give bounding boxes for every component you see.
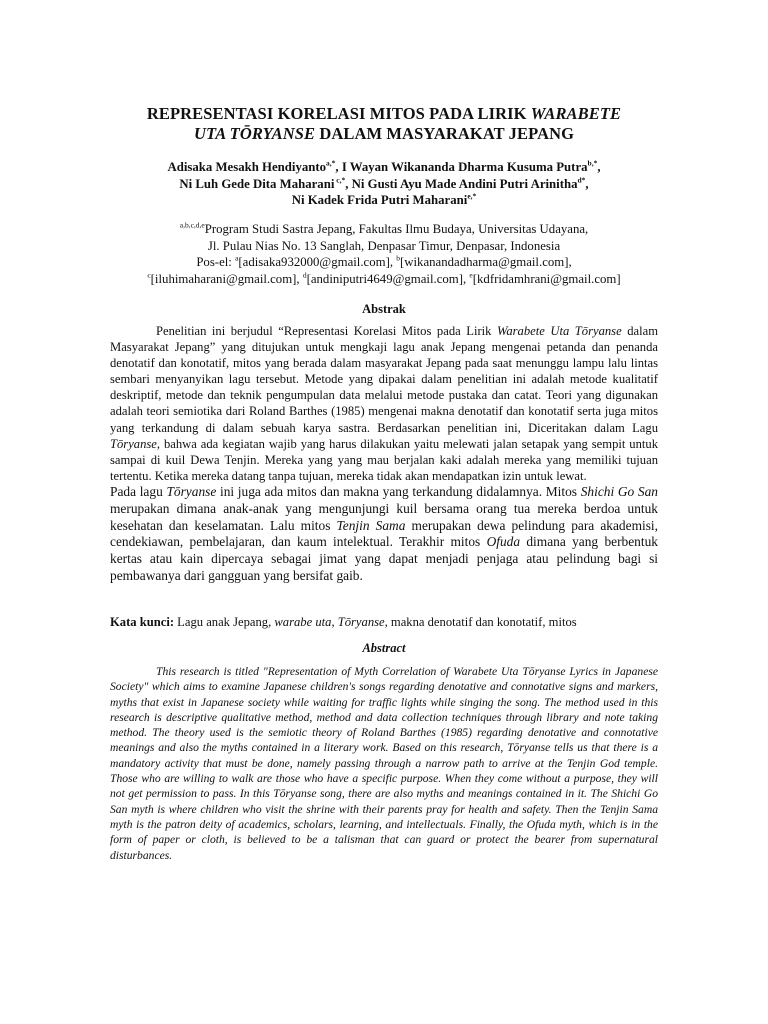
abstrak-p2-f: Tenjin Sama [336, 517, 406, 533]
title-line1-italic: WARABETE [530, 104, 622, 123]
title-line1-a: REPRESENTASI KORELASI MITOS PADA LIRIK [146, 104, 531, 123]
email-a-sup: a [235, 253, 239, 263]
author-4-end: , [585, 176, 589, 191]
email-d: [andiniputri4649@gmail.com], [306, 271, 470, 286]
abstrak-p2-e: merupakan dimana anak-anak yang mengunjungi kuil bersama orang tua mereka berdoa untuk kesehatan dan keselamatan. Lalu mitos [110, 500, 658, 533]
email-b: [wikanandadharma@gmail.com], [400, 255, 572, 269]
title-line2-italic: UTA TŌRYANSE [193, 124, 316, 143]
abstract-paragraph [110, 664, 658, 863]
email-b-sup: b [396, 253, 400, 263]
author-2-sup: b,* [587, 158, 598, 168]
abstrak-p2-c: ini juga ada mitos dan makna yang terkandung didalamnya. Mitos [216, 484, 581, 499]
email-e-sup: e [469, 270, 473, 280]
author-2-end: , [597, 160, 601, 174]
email-c: [iluhimaharani@gmail.com], [150, 271, 303, 286]
affiliation-line2: Jl. Pulau Nias No. 13 Sanglah, Denpasar Timur, Denpasar, Indonesia [207, 238, 561, 253]
abstrak-p2-a: Pada lagu [110, 484, 167, 499]
abstrak-p2-g: merupakan dewa pelindung para akademisi, cendekiawan, pembelajaran, dan kaum intelektual. Terakhir mitos [110, 517, 658, 550]
keywords-label: Kata kunci: [110, 615, 175, 629]
email-c-sup: c [147, 270, 151, 280]
author-1-sup: a,* [326, 158, 336, 168]
keywords [110, 614, 658, 630]
keyword-4: , makna denotatif dan konotatif, mitos [384, 615, 577, 629]
abstrak-p1-c: dalam Masyarakat Jepang” yang ditujukan untuk mengkaji lagu anak Jepang mengenai petanda dan penanda denotatif dan konotatif, mitos yang berada dalam masyarakat Jepang pada saat menunggu lampu lalu lintas sembari menyanyikan lagu tersebut. Metode yang dipakai dalam penelitian ini adalah metode kualitatif deskriptif, metode dan teknik pengumpulan data melalui metode pustaka dan catat. Teori yang digunakan adalah teori semiotika dari Roland Barthes (1985) mengenai makna denotatif dan konotatif serta juga mitos yang terkandung di dalam sebuah karya sastra. Berdasarkan penelitian ini, Diceritakan dalam Lagu [110, 324, 659, 435]
abstrak-p2-h: Ofuda [486, 534, 521, 550]
abstrak-p1-b: Warabete Uta Tōryanse [497, 324, 622, 338]
author-2: , I Wayan Wikananda Dharma Kusuma Putra [335, 160, 588, 174]
keyword-sep: , [331, 615, 338, 629]
affiliation-line1: Program Studi Sastra Jepang, Fakultas Ilmu Budaya, Universitas Udayana, [204, 222, 589, 236]
abstrak-paragraph-2 [110, 484, 658, 585]
author-list [60, 159, 708, 209]
author-4-sup: d* [577, 175, 586, 185]
keyword-3: Tōryanse [337, 615, 385, 629]
abstrak-heading: Abstrak [362, 302, 406, 316]
keyword-2: warabe uta [274, 615, 332, 629]
author-5: Ni Kadek Frida Putri Maharani [291, 193, 468, 207]
author-5-sup: e,* [467, 191, 477, 201]
paper-title [60, 104, 708, 144]
abstrak-p2-d: Shichi Go San [580, 484, 658, 499]
affiliation-sup: a,b,c,d,e [179, 220, 205, 230]
keyword-1: Lagu anak Jepang, [174, 615, 275, 629]
author-3-sup: c,* [334, 175, 346, 185]
abstrak-p1-d: Tōryanse [110, 436, 157, 451]
author-3: Ni Luh Gede Dita Maharani [179, 176, 335, 191]
abstrak-p1-e: , bahwa ada kegiatan wajib yang harus dilakukan yaitu melewati jalan setapak yang sempit untuk sampai di kuil Dewa Tenjin. Mereka yang yang mau berjalan kaki adalah mereka yang memiliki tujuan tertentu. Ketika mereka datang tanpa tujuan, mereka tidak akan mendapatkan izin untuk lewat. [110, 436, 658, 483]
abstrak-p1-a: Penelitian ini berjudul “Representasi Korelasi Mitos pada Lirik [156, 324, 497, 338]
author-1: Adisaka Mesakh Hendiyanto [167, 160, 327, 174]
abstract-text: This research is titled "Representation of Myth Correlation of Warabete Uta Tōryanse Lyrics in Japanese Society" which aims to examine Japanese children's songs regarding denotative and connotative signs and markers, myths that exist in Japanese society while waiting for traffic lights while singing the song. The method used in this research is descriptive qualitative method, method and data collection techniques through library and note taking method. The theory used is the semiotic theory of Roland Barthes (1985) regarding denotative and connotative meanings and also the myths contained in a literary work. Based on this research, Tōryanse tells us that there is a mandatory activity that must be done, namely passing through a narrow path to arrive at the Tenjin God temple. Those who are willing to walk are those who have a specific purpose. When they come without a purpose, they will not get permission to pass. In this Tōryanse song, there are also myths and meanings contained in it. The Shichi Go San myth is where children who visit the shrine with their parents pray for health and safety. Then the Tenjin Sama myth is the patron deity of academics, scholars, learning, and intellectuals. Finally, the Ofuda myth, which is in the form of paper or cloth, is believed to be a talisman that can guard or protect the bearer from supernatural disturbances. [110, 665, 658, 862]
title-line2-b: DALAM MASYARAKAT JEPANG [315, 124, 575, 143]
abstrak-p2-i: dimana yang berbentuk kertas atau kain dipercaya sebagai jimat yang dapat menjadi penjaga atau pelindung bagi si pembawanya dari gangguan yang bersifat gaib. [110, 534, 658, 583]
email-a: [adisaka932000@gmail.com], [238, 255, 397, 269]
abstrak-p2-b: Tōryanse [166, 484, 217, 499]
email-d-sup: d [302, 270, 307, 280]
abstrak-paragraph-1 [110, 323, 658, 484]
author-4: , Ni Gusti Ayu Made Andini Putri Arinitha [345, 176, 578, 191]
email-e: [kdfridamhrani@gmail.com] [472, 271, 621, 286]
abstract-heading: Abstract [362, 641, 406, 655]
email-prefix: Pos-el: [196, 255, 236, 269]
affiliation-block [40, 221, 728, 287]
